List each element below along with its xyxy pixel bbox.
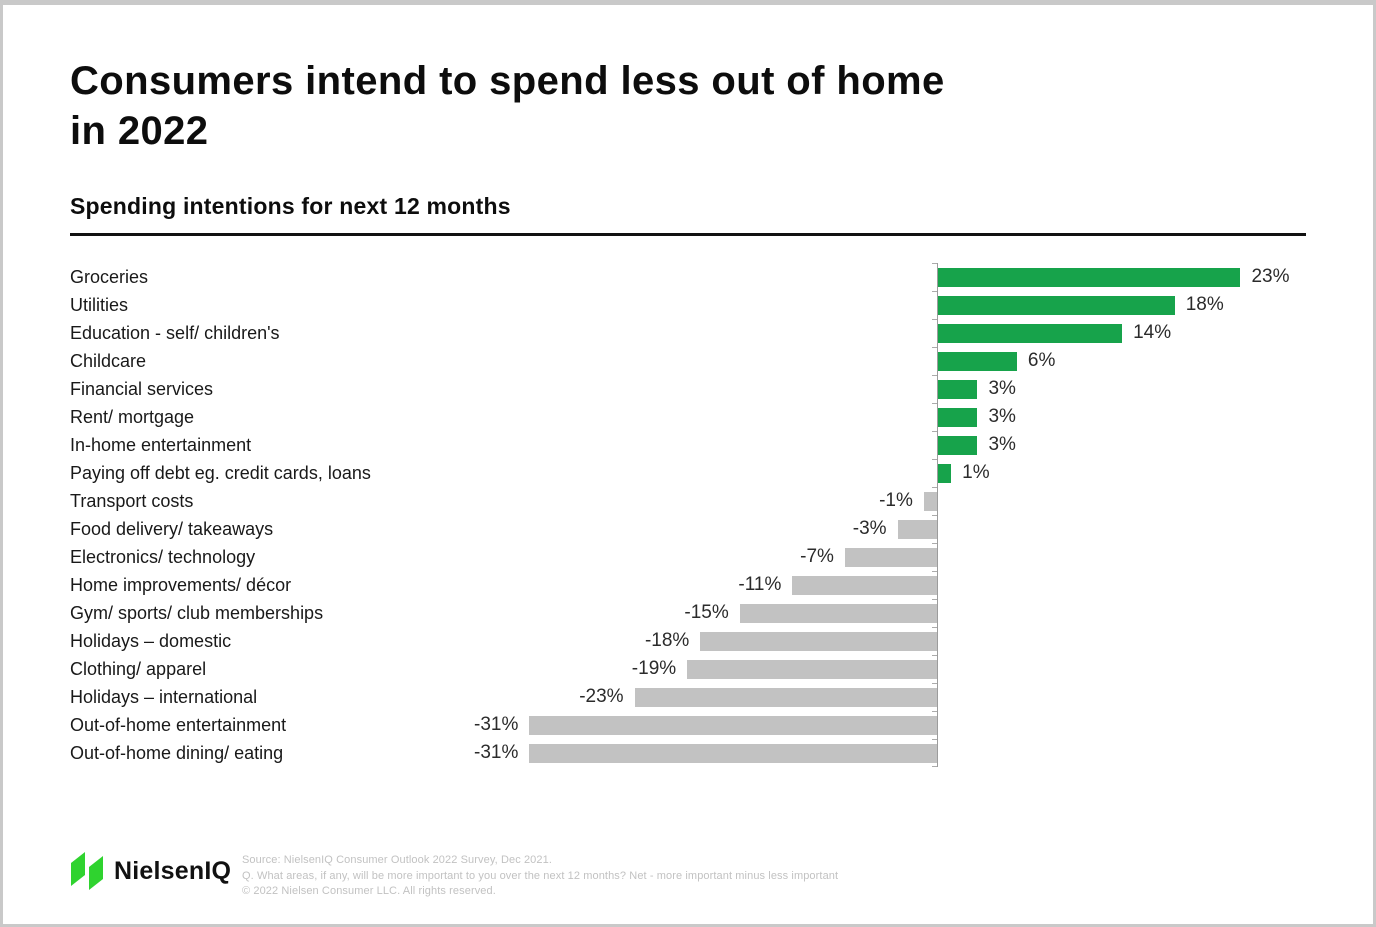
axis-tick [932,459,937,460]
bar [938,408,977,427]
category-label: Holidays – international [70,687,258,707]
axis-tick [932,319,937,320]
axis-tick [932,766,937,767]
axis-tick [932,683,937,684]
axis-tick [932,543,937,544]
bar-value-label: 1% [962,462,990,483]
category-label: Paying off debt eg. credit cards, loans [70,463,371,483]
bar-value-label: -18% [644,630,690,651]
source-text [242,853,838,900]
category-label: Rent/ mortgage [70,407,195,427]
chart-row [70,291,1306,319]
bar [687,660,937,679]
axis-tick [932,347,937,348]
chart-row [70,319,1306,347]
bar-value-label: -31% [474,714,519,735]
bar [740,604,937,623]
axis-tick [932,711,937,712]
axis-tick [932,431,937,432]
bar-value-label: 3% [988,378,1016,399]
axis-tick [932,291,937,292]
axis-tick [932,739,937,740]
category-label: Out-of-home entertainment [70,715,287,735]
bar [898,520,937,539]
category-label: Financial services [70,379,214,399]
chart-row [70,459,1306,487]
chart-row [70,403,1306,431]
axis-tick [932,655,937,656]
chart-row [70,571,1306,599]
bar [700,632,937,651]
bar [938,380,977,399]
source-line-1: Source: NielsenIQ Consumer Outlook 2022 Survey, Dec 2021. [242,854,552,866]
axis-tick [932,515,937,516]
nielseniq-logo-icon [68,849,108,893]
category-label: Home improvements/ décor [70,575,292,595]
bar [792,576,937,595]
axis-tick [932,403,937,404]
bar-value-label: -3% [852,518,887,539]
bar [529,744,937,763]
axis-tick [932,599,937,600]
bar-value-label: 18% [1185,294,1224,315]
category-label: Out-of-home dining/ eating [70,743,284,763]
axis-tick [932,263,937,264]
chart-row [70,711,1306,739]
chart-row [70,543,1306,571]
chart-row [70,431,1306,459]
page-title-line1: Consumers intend to spend less out of home [70,59,945,103]
page-title-line2: in 2022 [70,109,209,153]
bar [938,352,1017,371]
chart-row [70,599,1306,627]
bar-value-label: -19% [631,658,677,679]
chart-row [70,627,1306,655]
nielseniq-logo-text: NielsenIQ [114,856,232,885]
source-line-2: Q. What areas, if any, will be more important to you over the next 12 months? Net - more important minus less important [242,869,839,882]
axis-tick [932,627,937,628]
category-label: Clothing/ apparel [70,659,207,679]
chart-row [70,263,1306,291]
bar-value-label: -31% [474,742,519,763]
bar [845,548,937,567]
bar [938,324,1122,343]
chart-row [70,375,1306,403]
bar-value-label: -15% [684,602,729,623]
bar-value-label: 23% [1251,266,1290,287]
category-label: Education - self/ children's [70,323,280,343]
bar [938,296,1175,315]
chart-row [70,515,1306,543]
category-label: Utilities [70,295,129,315]
chart-row [70,347,1306,375]
category-label: Transport costs [70,491,194,511]
category-label: Gym/ sports/ club memberships [70,603,324,623]
bar-value-label: -1% [879,490,913,511]
category-label: Food delivery/ takeaways [70,519,274,539]
category-label: Childcare [70,351,147,371]
chart-row [70,487,1306,515]
chart-row [70,683,1306,711]
bar-value-label: -11% [738,574,782,595]
category-label: In-home entertainment [70,435,252,455]
axis-tick [932,571,937,572]
bar-value-label: -7% [800,546,834,567]
bar-value-label: -23% [579,686,624,707]
category-label: Groceries [70,267,149,287]
bar-value-label: 3% [988,406,1016,427]
bar-chart [70,263,1306,767]
bar-value-label: 6% [1027,350,1056,371]
chart-subtitle: Spending intentions for next 12 months [70,193,511,219]
bar [635,688,937,707]
page-title [70,56,945,156]
category-label: Holidays – domestic [70,631,232,651]
chart-row [70,739,1306,767]
category-label: Electronics/ technology [70,547,256,567]
bar-value-label: 14% [1133,322,1172,343]
bar [938,436,977,455]
axis-tick [932,375,937,376]
bar [924,492,937,511]
divider-rule [70,233,1306,236]
bar-value-label: 3% [988,434,1016,455]
nielseniq-logo [68,849,231,893]
axis-tick [932,487,937,488]
bar [938,268,1240,287]
source-line-3: © 2022 Nielsen Consumer LLC. All rights reserved. [242,885,496,897]
bar [938,464,951,483]
chart-row [70,655,1306,683]
bar [529,716,937,735]
